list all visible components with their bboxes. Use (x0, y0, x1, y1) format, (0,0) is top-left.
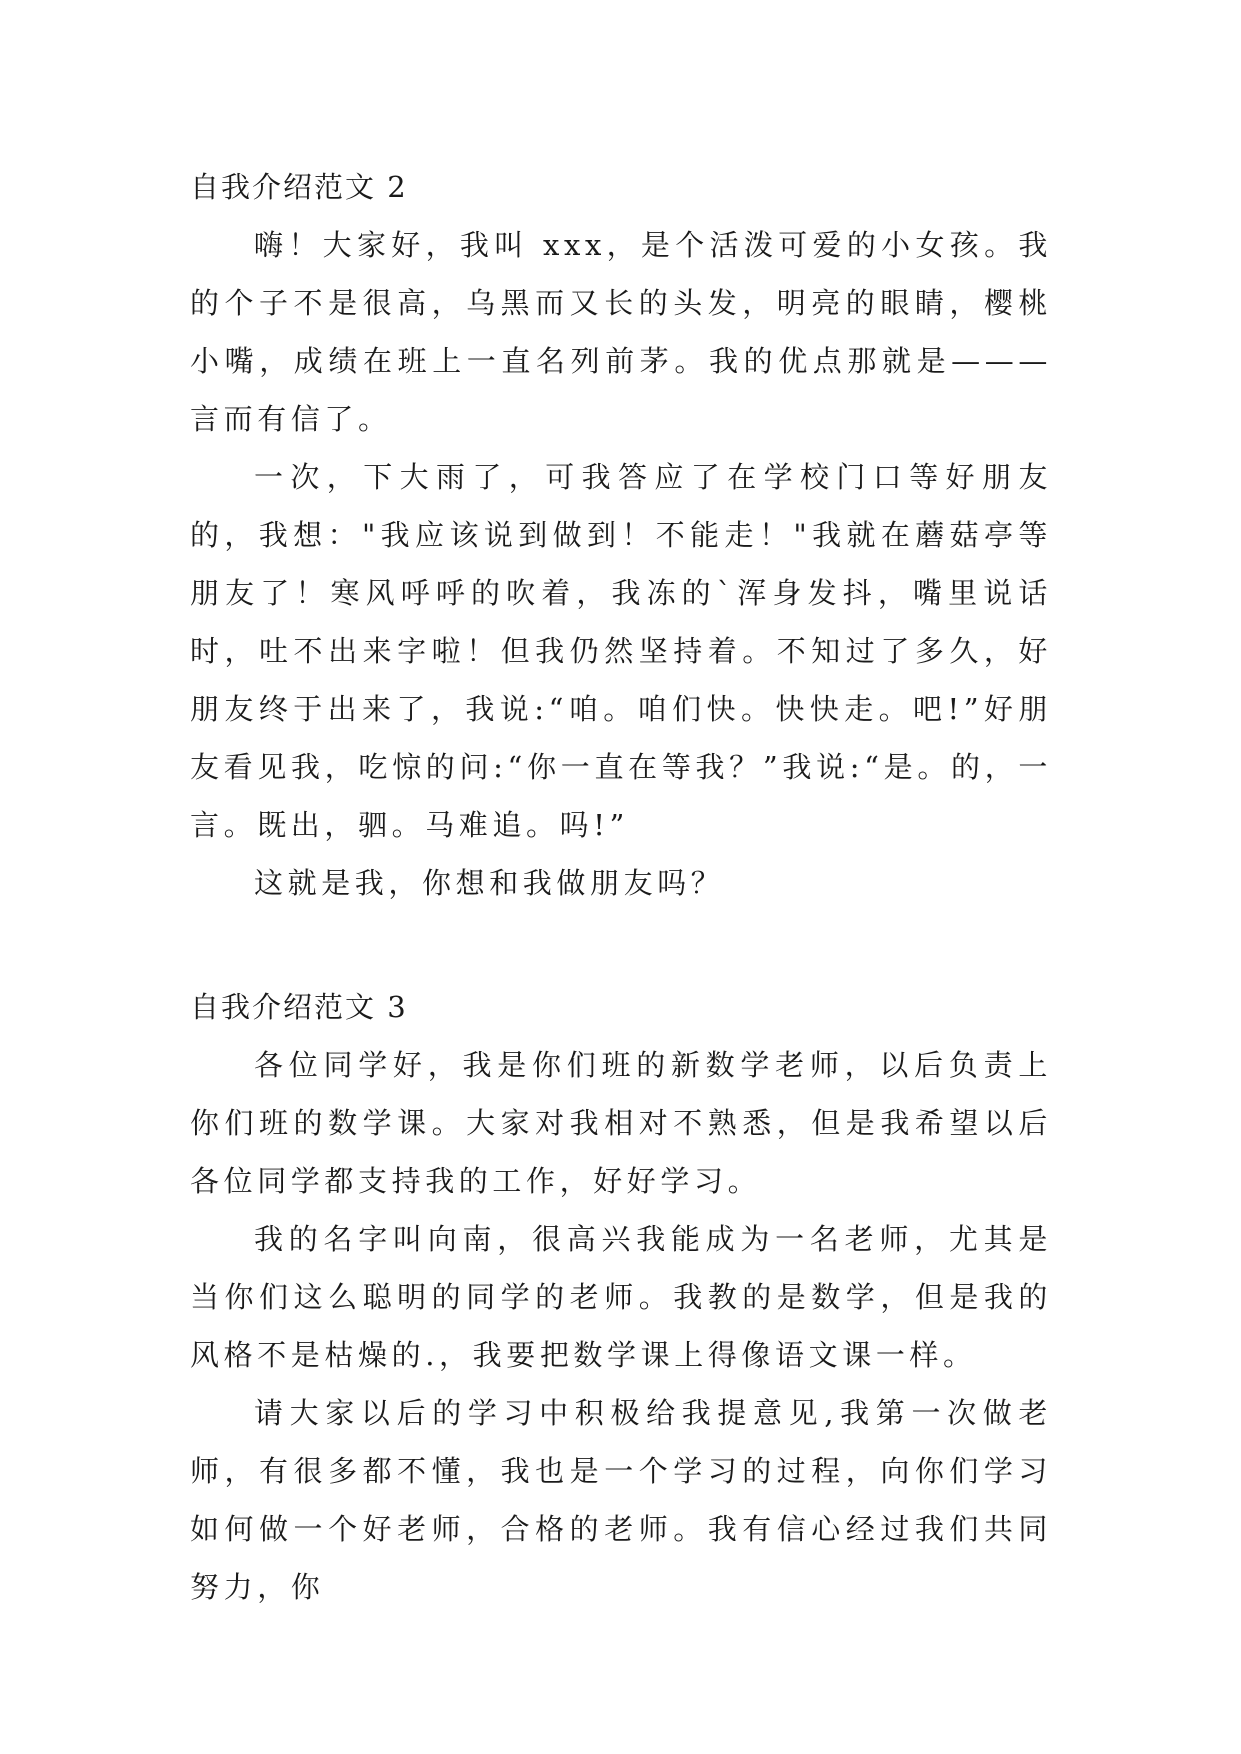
paragraph: 我的名字叫向南，很高兴我能成为一名老师，尤其是当你们这么聪明的同学的老师。我教的是数学，但是我的风格不是枯燥的.，我要把数学课上得像语文课一样。 (190, 1222, 1052, 1372)
paragraph: 这就是我，你想和我做朋友吗？ (254, 866, 725, 900)
paragraph: 请大家以后的学习中积极给我提意见,我第一次做老师，有很多都不懂，我也是一个学习的过程，向你们学习如何做一个好老师，合格的老师。我有信心经过我们共同努力，你 (190, 1396, 1052, 1604)
section-heading: 自我介绍范文 2 (190, 170, 408, 204)
section-heading: 自我介绍范文 3 (190, 990, 408, 1024)
section-essay-3 (190, 978, 1052, 1616)
paragraph: 一次，下大雨了，可我答应了在学校门口等好朋友的，我想："我应该说到做到！不能走！"我就在蘑菇亭等朋友了！寒风呼呼的吹着，我冻的`浑身发抖，嘴里说话时，吐不出来字啦！但我仍然坚持着。不知过了多久，好朋友终于出来了，我说:“咱。咱们快。快快走。吧!”好朋友看见我，吃惊的问:“你一直在等我？”我说:“是。的，一言。既出，驷。马难追。吗!” (190, 460, 1052, 842)
paragraph: 嗨！大家好，我叫 xxx，是个活泼可爱的小女孩。我的个子不是很高，乌黑而又长的头发，明亮的眼睛，樱桃小嘴，成绩在班上一直名列前茅。我的优点那就是———言而有信了。 (190, 228, 1052, 436)
section-essay-2 (190, 158, 1052, 912)
paragraph: 各位同学好，我是你们班的新数学老师，以后负责上你们班的数学课。大家对我相对不熟悉，但是我希望以后各位同学都支持我的工作，好好学习。 (190, 1048, 1052, 1198)
